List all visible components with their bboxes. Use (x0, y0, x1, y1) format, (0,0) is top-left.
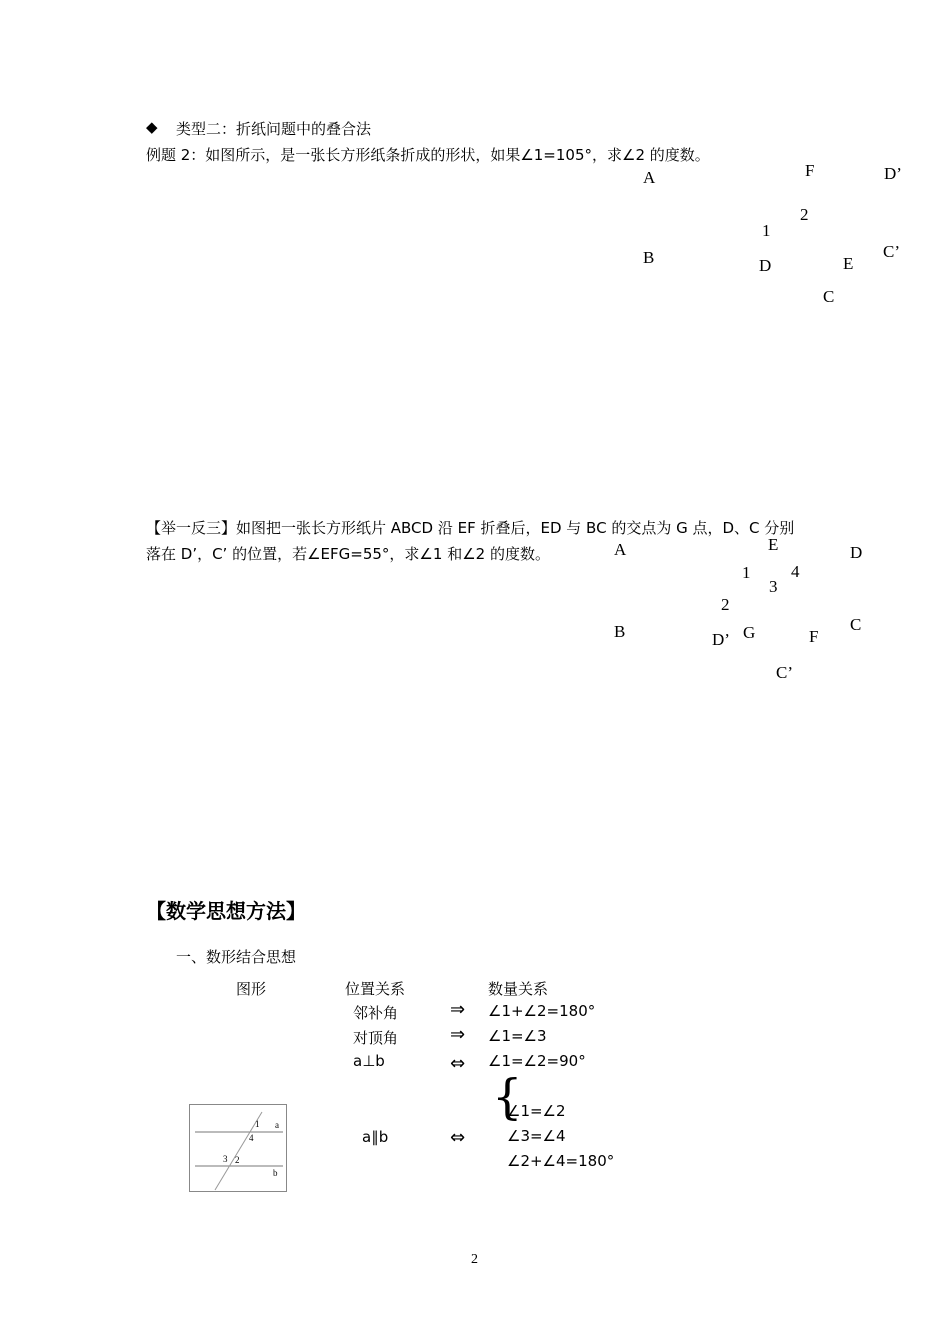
label-angle-4: 4 (791, 562, 800, 581)
fig-label-a: a (275, 1120, 279, 1130)
label-angle-1: 1 (742, 563, 751, 582)
label-angle-1: 1 (762, 221, 771, 240)
label-F: F (809, 627, 819, 646)
label-D: D (759, 256, 772, 275)
label-C: C (850, 615, 862, 634)
methods-title: 【数学思想方法】 (146, 899, 306, 923)
parallel-relation-1: ∠1=∠2 (507, 1102, 566, 1120)
label-E: E (768, 535, 779, 554)
iff-icon: ⇔ (450, 1127, 466, 1148)
implies-icon: ⇒ (450, 999, 466, 1020)
label-B: B (643, 248, 655, 267)
methods-subtitle: 一、数形结合思想 (176, 948, 297, 966)
label-F: F (805, 161, 815, 180)
practice-line-2: 落在 D’，C’ 的位置，若∠EFG=55°，求∠1 和∠2 的度数。 (146, 545, 550, 563)
position-relation: a∥b (362, 1128, 389, 1146)
fig-label-4: 4 (249, 1133, 254, 1143)
parallel-relation-3: ∠2+∠4=180° (507, 1152, 615, 1170)
implies-icon: ⇒ (450, 1024, 466, 1045)
parallel-lines-figure (189, 1104, 287, 1192)
header-position: 位置关系 (345, 980, 406, 998)
fig-label-2: 2 (235, 1155, 240, 1165)
fig-label-3: 3 (223, 1154, 228, 1164)
label-G: G (743, 623, 756, 642)
label-C: C (823, 287, 835, 306)
label-E: E (843, 254, 854, 273)
label-angle-3: 3 (769, 577, 778, 596)
label-B: B (614, 622, 626, 641)
label-angle-2: 2 (721, 595, 730, 614)
label-C-prime: C’ (883, 242, 900, 261)
label-C-prime: C’ (776, 663, 793, 682)
header-quantity: 数量关系 (488, 980, 549, 998)
bullet-icon: ◆ (146, 118, 158, 136)
quantity-relation: ∠1=∠3 (488, 1027, 547, 1045)
fig-label-1: 1 (255, 1119, 260, 1129)
label-D: D (850, 543, 863, 562)
example2-text: 例题 2：如图所示，是一张长方形纸条折成的形状，如果∠1=105°，求∠2 的度数。 (146, 146, 710, 164)
header-figure: 图形 (236, 980, 267, 998)
fig-label-b: b (273, 1168, 278, 1178)
label-D-prime: D’ (884, 164, 902, 183)
quantity-relation: ∠1=∠2=90° (488, 1052, 586, 1070)
position-relation: 邻补角 (353, 1004, 399, 1022)
label-D-prime: D’ (712, 630, 730, 649)
practice-line-1: 【举一反三】如图把一张长方形纸片 ABCD 沿 EF 折叠后，ED 与 BC 的交点为 G 点，D、C 分别 (146, 519, 795, 537)
parallel-relation-2: ∠3=∠4 (507, 1127, 566, 1145)
iff-icon: ⇔ (450, 1053, 466, 1074)
label-A: A (643, 168, 656, 187)
position-relation: 对顶角 (353, 1029, 399, 1047)
type2-heading: 类型二：折纸问题中的叠合法 (176, 120, 372, 138)
position-relation: a⊥b (353, 1052, 385, 1070)
brace-icon: { (492, 1069, 523, 1125)
label-angle-2: 2 (800, 205, 809, 224)
quantity-relation: ∠1+∠2=180° (488, 1002, 596, 1020)
page-number: 2 (471, 1252, 478, 1267)
label-A: A (614, 540, 627, 559)
